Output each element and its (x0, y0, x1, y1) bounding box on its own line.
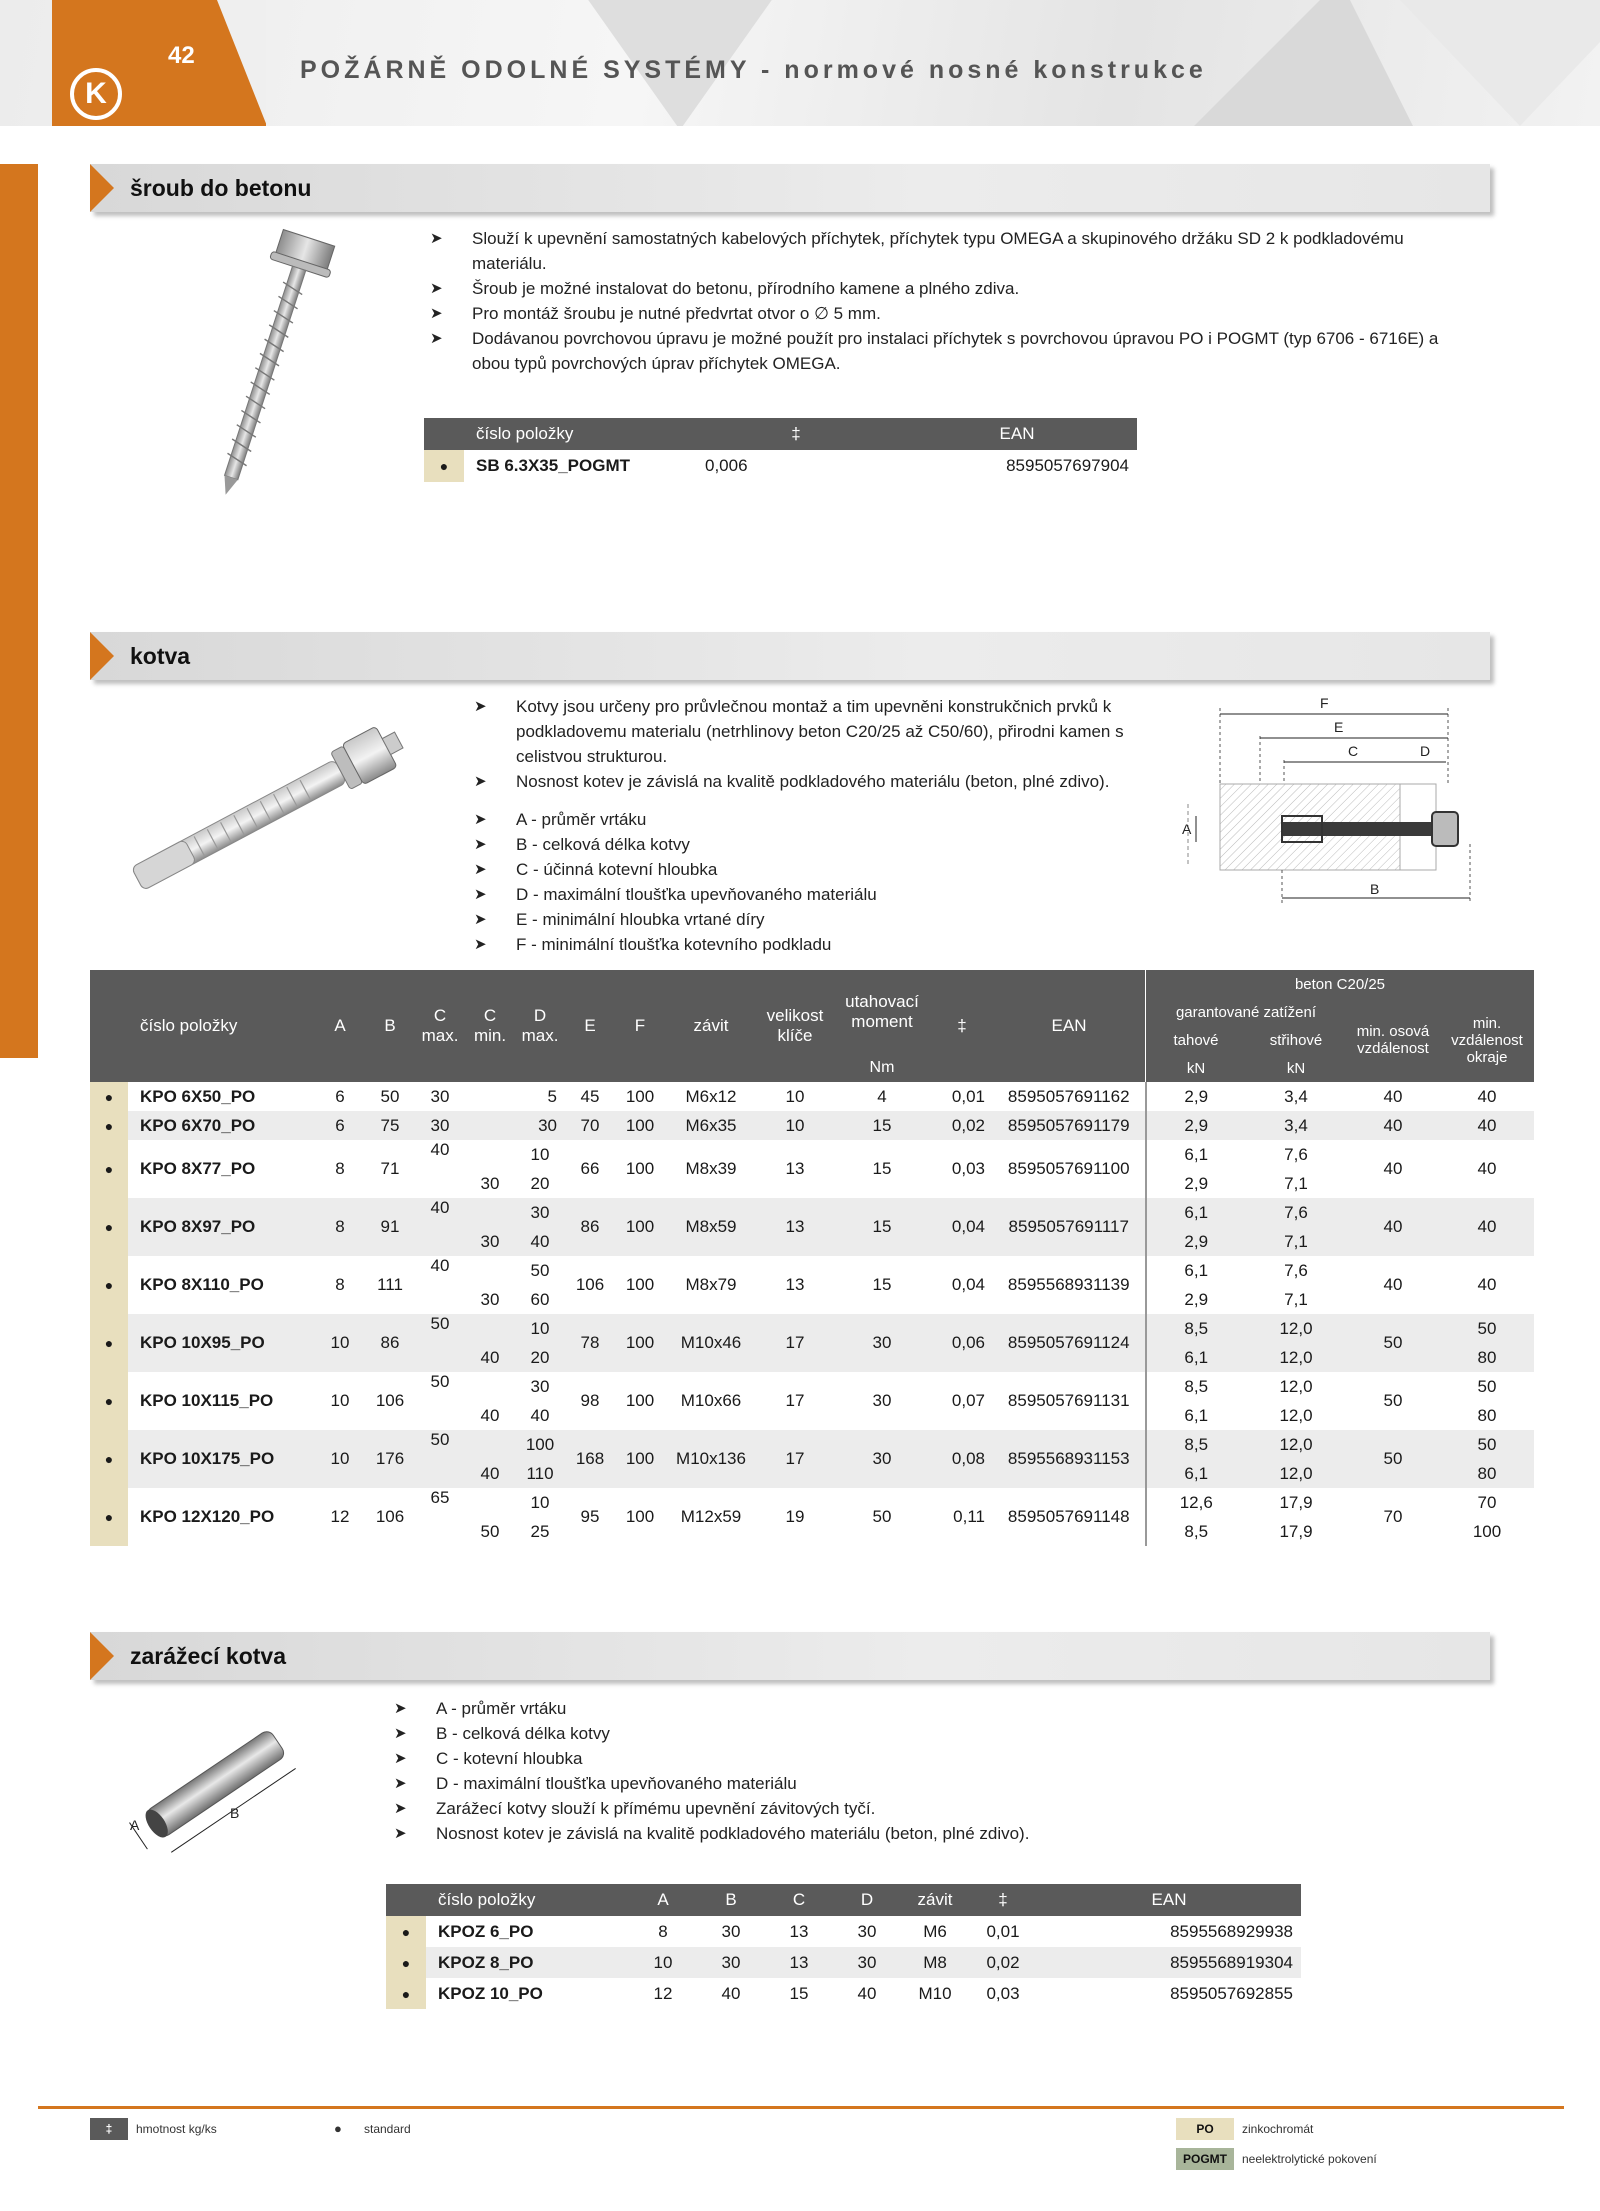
list-item: ➤ D - maximální tloušťka upevňovaného materiálu (394, 1771, 1394, 1796)
list-item: ➤ Nosnost kotev je závislá na kvalitě podkladového materiálu (beton, plné zdivo). (394, 1821, 1394, 1846)
drop-in-anchor-photo (110, 1698, 320, 1868)
standard-dot-icon: ● (90, 1256, 128, 1314)
screw-photo (180, 226, 370, 526)
standard-dot-icon: ● (90, 1140, 128, 1198)
col-weight: ‡ (695, 418, 897, 450)
section-title: zarážecí kotva (130, 1643, 286, 1669)
diagram-label-E: E (1334, 719, 1344, 735)
col-key: velikost klíče (757, 970, 833, 1082)
section-title: šroub do betonu (130, 175, 312, 201)
col-item: číslo položky (128, 970, 315, 1082)
col-thread: závit (901, 1884, 969, 1916)
tension-unit: kN (1146, 1054, 1247, 1082)
col-item: číslo položky (426, 1884, 629, 1916)
standard-dot-icon: ● (90, 1430, 128, 1488)
list-item: ➤ D - maximální tloušťka upevňovaného materiálu (474, 882, 1174, 907)
table-row: ● KPOZ 8_PO 10 30 13 30 M8 0,02 8595568919304 (386, 1947, 1301, 1978)
col-thread: závit (665, 970, 757, 1082)
legend-standard-label: standard (364, 2122, 411, 2136)
table-row: ● KPO 8X110_PO 8 111 40 50 106 100 M8x79 13 15 0,04 8595568931139 6,1 7,6 40 40 (90, 1256, 1534, 1285)
list-item: ➤ A - průměr vrtáku (394, 1696, 1394, 1721)
col-Cmin: C min. (465, 970, 515, 1082)
bullet-arrow-icon: ➤ (474, 811, 487, 828)
standard-dot-icon: ● (424, 450, 464, 482)
list-item: ➤ Šroub je možné instalovat do betonu, přírodního kamene a plného zdiva. (430, 276, 1460, 301)
side-accent-bar (0, 164, 38, 1058)
col-B: B (697, 1884, 765, 1916)
standard-dot-icon: ● (90, 1111, 128, 1140)
list-item: ➤ F - minimální tloušťka kotevního podkladu (474, 932, 1174, 957)
bullet-arrow-icon: ➤ (474, 886, 487, 903)
screw-description-list (430, 226, 1460, 376)
col-F: F (615, 970, 665, 1082)
col-ean: EAN (993, 970, 1146, 1082)
bullet-arrow-icon: ➤ (394, 1775, 407, 1792)
table-row-sub: 40 20 6,1 12,0 80 (90, 1343, 1534, 1372)
standard-dot-icon: ● (334, 2121, 342, 2136)
list-item: ➤ A - průměr vrtáku (474, 807, 1174, 832)
standard-dot-icon: ● (90, 1488, 128, 1546)
table-header-row (90, 970, 1534, 998)
table-row: ● KPO 10X95_PO 10 86 50 10 78 100 M10x46 17 30 0,06 8595057691124 8,5 12,0 50 50 (90, 1314, 1534, 1343)
col-E: E (565, 970, 615, 1082)
col-Dmax: D max. (515, 970, 565, 1082)
col-shear: střihové (1246, 1026, 1346, 1054)
diagram-label-D: D (1420, 743, 1431, 759)
legend-pogmt-label: neelektrolytické pokovení (1242, 2152, 1377, 2166)
diagram-label-A: A (1182, 821, 1192, 837)
section-header-zarazeci-kotva (90, 1632, 1490, 1680)
drop-in-anchor-list (394, 1696, 1394, 1846)
bullet-arrow-icon: ➤ (394, 1800, 407, 1817)
drop-in-anchor-table (386, 1884, 1301, 2009)
standard-dot-icon: ● (90, 1198, 128, 1256)
section-header-sroub (90, 164, 1490, 212)
bullet-arrow-icon: ➤ (430, 280, 443, 297)
table-row: ● KPOZ 6_PO 8 30 13 30 M6 0,01 8595568929938 (386, 1916, 1301, 1947)
table-header-row (424, 418, 1137, 450)
list-item: ➤ Zarážecí kotvy slouží k přímému upevnění závitových tyčí. (394, 1796, 1394, 1821)
photo-label-A: A (130, 1817, 140, 1833)
list-item: ➤ Dodávanou povrchovou úpravu je možné použít pro instalaci příchytek s povrchovou úpravou PO i POGMT (typ 6706 - 6716E) a obou typů povrchových úprav příchytek OMEGA. (430, 326, 1460, 376)
table-row: ● KPO 8X77_PO 8 71 40 10 66 100 M8x39 13 15 0,03 8595057691100 6,1 7,6 40 40 (90, 1140, 1534, 1169)
screw-table (424, 418, 1137, 482)
list-item: ➤ C - kotevní hloubka (394, 1746, 1394, 1771)
bullet-arrow-icon: ➤ (474, 861, 487, 878)
standard-dot-icon: ● (386, 1947, 426, 1978)
weight-symbol-icon: ‡ (90, 2118, 128, 2140)
table-row: ● KPO 6X50_PO 6 50 30 5 45 100 M6x12 10 4 0,01 8595057691162 2,9 3,4 40 40 (90, 1082, 1534, 1111)
col-axis-distance: min. osová vzdálenost (1346, 998, 1440, 1082)
col-C: C (765, 1884, 833, 1916)
table-row-sub: 50 25 8,5 17,9 100 (480, 1521, 1502, 1541)
col-A: A (629, 1884, 697, 1916)
col-weight: ‡ (969, 1884, 1037, 1916)
page-title: POŽÁRNĚ ODOLNÉ SYSTÉMY - normové nosné konstrukce (300, 56, 1207, 84)
table-row: ● KPO 10X115_PO 10 106 50 30 98 100 M10x66 17 30 0,07 8595057691131 8,5 12,0 50 50 (90, 1372, 1534, 1401)
col-B: B (365, 970, 415, 1082)
table-row-sub: 40 40 6,1 12,0 80 (480, 1405, 1497, 1425)
pogmt-badge: POGMT (1176, 2148, 1234, 2170)
anchor-legend-list (474, 807, 1174, 957)
legend-po-label: zinkochromát (1242, 2122, 1314, 2136)
table-row-sub: 30 20 2,9 7,1 (480, 1173, 1308, 1193)
shear-unit: kN (1246, 1054, 1346, 1082)
table-row: ● KPO 12X120_PO 12 106 65 10 95 100 M12x59 19 50 0,11 8595057691148 12,6 17,9 70 70 (90, 1488, 1534, 1517)
diagram-label-B: B (1370, 881, 1380, 897)
header-decor (1180, 0, 1420, 126)
bullet-arrow-icon: ➤ (394, 1725, 407, 1742)
bullet-arrow-icon: ➤ (430, 330, 443, 347)
col-item: číslo položky (464, 418, 695, 450)
list-item: ➤ Kotvy jsou určeny pro průvlečnou montaž a tim upevněni konstrukčnich prvků k podkladovemu materialu (netrhlinovy beton C20/25 až C50/60), přirodni kamen s celistvou strukturou. (474, 694, 1174, 769)
col-edge-distance: min. vzdálenost okraje (1440, 998, 1534, 1082)
list-item: ➤ Slouží k upevnění samostatných kabelových příchytek, příchytek typu OMEGA a skupinového držáku SD 2 k podkladovému materiálu. (430, 226, 1460, 276)
anchor-diagram (1180, 694, 1480, 914)
col-tension: tahové (1146, 1026, 1247, 1054)
table-row: ● KPO 10X175_PO 10 176 50 100 168 100 M10x136 17 30 0,08 8595568931153 8,5 12,0 50 50 (90, 1430, 1534, 1459)
bullet-arrow-icon: ➤ (474, 836, 487, 853)
photo-label-B: B (230, 1805, 240, 1821)
table-row-sub: 30 60 2,9 7,1 (480, 1289, 1308, 1309)
col-A: A (315, 970, 365, 1082)
bullet-arrow-icon: ➤ (474, 936, 487, 953)
bullet-arrow-icon: ➤ (394, 1825, 407, 1842)
anchor-photo (90, 690, 440, 930)
bullet-arrow-icon: ➤ (474, 698, 487, 715)
bullet-arrow-icon: ➤ (430, 305, 443, 322)
anchor-table (90, 970, 1534, 1546)
footer-rule (38, 2106, 1564, 2109)
list-item: ➤ Pro montáž šroubu je nutné předvrtat otvor o ∅ 5 mm. (430, 301, 1460, 326)
table-header-row (386, 1884, 1301, 1916)
standard-dot-icon: ● (90, 1082, 128, 1111)
group-header: beton C20/25 (1146, 970, 1535, 998)
table-row: ● SB 6.3X35_POGMT 0,006 8595057697904 (424, 450, 1137, 482)
col-ean: EAN (1037, 1884, 1301, 1916)
legend-weight-label: hmotnost kg/ks (136, 2122, 217, 2136)
table-row: ● KPO 8X97_PO 8 91 40 30 86 100 M8x59 13 15 0,04 8595057691117 6,1 7,6 40 40 (90, 1198, 1534, 1227)
standard-dot-icon: ● (386, 1916, 426, 1947)
list-item: ➤ B - celková délka kotvy (394, 1721, 1394, 1746)
anchor-description-list (474, 694, 1174, 794)
bullet-arrow-icon: ➤ (474, 911, 487, 928)
page-number: 42 (168, 42, 195, 69)
table-row: ● KPOZ 10_PO 12 40 15 40 M10 0,03 8595057692855 (386, 1978, 1301, 2009)
po-badge: PO (1176, 2118, 1234, 2140)
diagram-label-C: C (1348, 743, 1359, 759)
list-item: ➤ Nosnost kotev je závislá na kvalitě podkladového materiálu (beton, plné zdivo). (474, 769, 1174, 794)
standard-dot-icon: ● (90, 1314, 128, 1372)
list-item: ➤ C - účinná kotevní hloubka (474, 857, 1174, 882)
section-arrow-icon (90, 1632, 114, 1680)
diagram-label-F: F (1320, 695, 1329, 711)
bullet-arrow-icon: ➤ (394, 1700, 407, 1717)
company-logo: K (70, 68, 122, 120)
section-header-kotva (90, 632, 1490, 680)
section-arrow-icon (90, 632, 114, 680)
bullet-arrow-icon: ➤ (474, 773, 487, 790)
col-Cmax: C max. (415, 970, 465, 1082)
bullet-arrow-icon: ➤ (430, 230, 443, 247)
table-row-sub: 30 40 2,9 7,1 (90, 1227, 1534, 1256)
list-item: ➤ E - minimální hloubka vrtané díry (474, 907, 1174, 932)
section-title: kotva (130, 643, 191, 669)
list-item: ➤ B - celková délka kotvy (474, 832, 1174, 857)
col-torque: utahovací moment (833, 970, 931, 1054)
col-D: D (833, 1884, 901, 1916)
header-decor (1400, 0, 1600, 126)
col-ean: EAN (897, 418, 1137, 450)
col-weight: ‡ (931, 970, 993, 1082)
anchor-table-body (90, 1082, 1534, 1546)
section-arrow-icon (90, 164, 114, 212)
standard-dot-icon: ● (386, 1978, 426, 2009)
bullet-arrow-icon: ➤ (394, 1750, 407, 1767)
load-header: garantované zatížení (1146, 998, 1347, 1026)
table-row: ● KPO 6X70_PO 6 75 30 30 70 100 M6x35 10 15 0,02 8595057691179 2,9 3,4 40 40 (90, 1111, 1534, 1140)
drop-in-anchor-table-body (386, 1916, 1301, 2009)
torque-unit: Nm (833, 1054, 931, 1082)
table-row-sub: 40 110 6,1 12,0 80 (90, 1459, 1534, 1488)
standard-dot-icon: ● (90, 1372, 128, 1430)
